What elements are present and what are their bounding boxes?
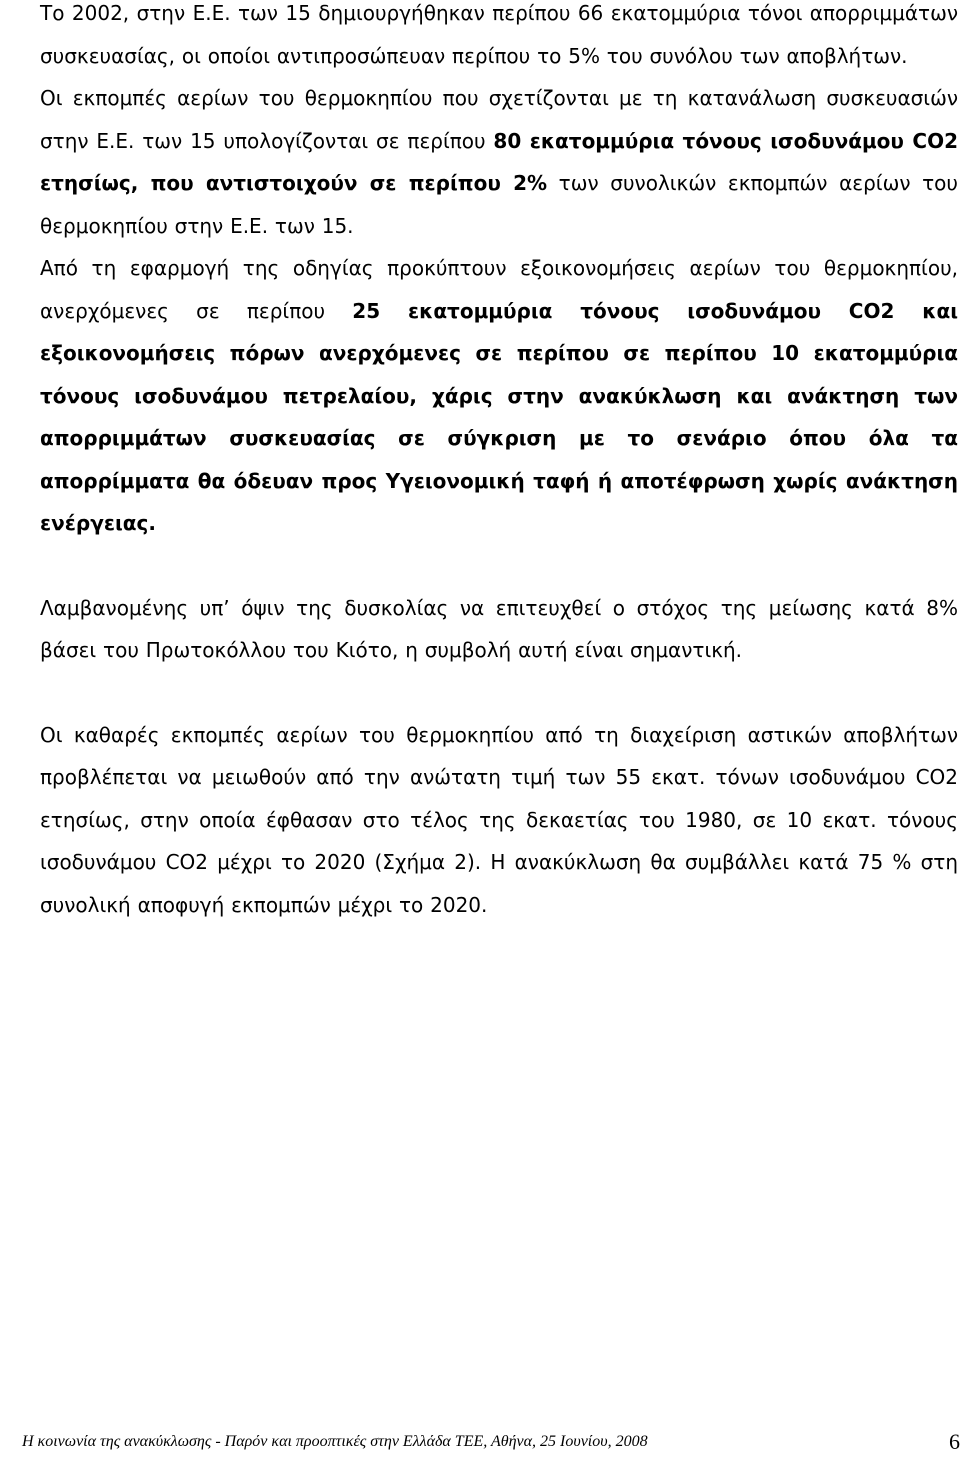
document-body (40, 0, 958, 926)
paragraph-text: Λαμβανομένης υπ’ όψιν της δυσκολίας να επιτευχθεί ο στόχος της μείωσης κατά 8% βάσει του Πρωτοκόλλου του Κιότο, η συμβολή αυτή είναι σημαντική. (40, 595, 958, 662)
page-number: 6 (949, 1429, 960, 1454)
footer-text: Η κοινωνία της ανακύκλωσης - Παρόν και προοπτικές στην Ελλάδα ΤΕΕ, Αθήνα, 25 Ιουνίου, 2008 (22, 1433, 648, 1450)
paragraph-text: Το 2002, στην Ε.Ε. των 15 δημιουργήθηκαν περίπου 66 εκατομμύρια τόνοι απορριμμάτων συσκευασίας, οι οποίοι αντιπροσώπευαν περίπου το 5% του συνόλου των αποβλήτων. (40, 1, 958, 68)
paragraph-packaging-waste-2002 (40, 0, 958, 77)
paragraph-text-bold: 80 εκατομμύρια τόνους ισοδυνάμου CO2 ετησίως, που αντιστοιχούν σε περίπου 2% (40, 128, 958, 195)
paragraph-net-emissions-forecast (40, 714, 958, 927)
paragraph-directive-savings (40, 247, 958, 545)
paragraph-text-bold: 25 εκατομμύρια τόνους ισοδυνάμου CO2 και εξοικονομήσεις πόρων ανερχόμενες σε περίπου σε περίπου 10 εκατομμύρια τόνους ισοδυνάμου πετρελαίου, χάρις στην ανακύκλωση και ανάκτηση των απορριμμάτων συσκευασίας σε σύγκριση με το σενάριο όπου όλα τα απορρίμματα θα όδευαν προς Υγειονομική ταφή ή αποτέφρωση χωρίς ανάκτηση ενέργειας. (40, 298, 958, 535)
paragraph-kyoto-protocol (40, 587, 958, 672)
paragraph-greenhouse-emissions (40, 77, 958, 247)
paragraph-text: Από τη εφαρμογή της οδηγίας προκύπτουν εξοικονομήσεις αερίων του θερμοκηπίου, ανερχόμενες σε περίπου (40, 256, 958, 323)
paragraph-text: των συνολικών εκπομπών αερίων του θερμοκηπίου στην Ε.Ε. των 15. (40, 171, 958, 238)
page-footer (0, 1429, 960, 1457)
paragraph-text: Οι εκπομπές αερίων του θερμοκηπίου που σχετίζονται με τη κατανάλωση συσκευασιών στην Ε.Ε. των 15 υπολογίζονται σε περίπου (40, 86, 958, 153)
paragraph-text: Οι καθαρές εκπομπές αερίων του θερμοκηπίου από τη διαχείριση αστικών αποβλήτων προβλέπεται να μειωθούν από την ανώτατη τιμή των 55 εκατ. τόνων ισοδυνάμου CO2 ετησίως, στην οποία έφθασαν στο τέλος της δεκαετίας του 1980, σε 10 εκατ. τόνους ισοδυνάμου CO2 μέχρι το 2020 (Σχήμα 2). Η ανακύκλωση θα συμβάλλει κατά 75 % στη συνολική αποφυγή εκπομπών μέχρι το 2020. (40, 722, 958, 917)
